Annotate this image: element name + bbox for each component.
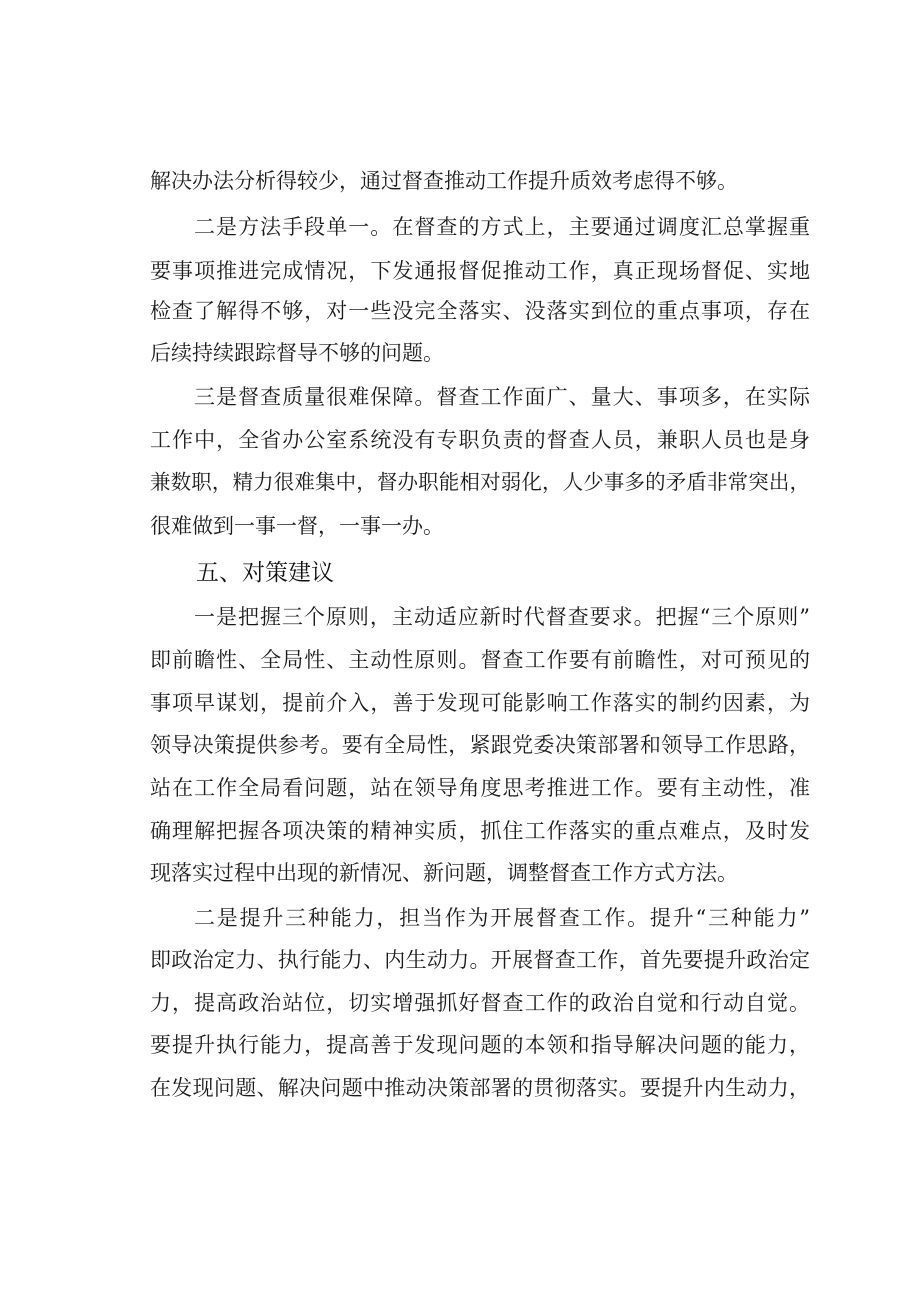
- paragraph-line: 即前瞻性、全局性、主动性原则。督查工作要有前瞻性，对可预见的: [150, 648, 810, 672]
- paragraph-line: 即政治定力、执行能力、内生动力。开展督查工作，首先要提升政治定: [150, 948, 810, 972]
- paragraph-line: 要提升执行能力，提高善于发现问题的本领和指导解决问题的能力，: [150, 1033, 810, 1057]
- paragraph-line: 在发现问题、解决问题中推动决策部署的贯彻落实。要提升内生动力，: [150, 1076, 810, 1100]
- paragraph-line: 很难做到一事一督，一事一办。: [150, 514, 444, 538]
- paragraph-line: 后续持续跟踪督导不够的问题。: [150, 341, 444, 365]
- paragraph-line: 兼数职，精力很难集中，督办职能相对弱化，人少事多的矛盾非常突出，: [150, 470, 810, 494]
- paragraph-line: 站在工作全局看问题，站在领导角度思考推进工作。要有主动性，准: [150, 776, 810, 800]
- paragraph-line: 确理解把握各项决策的精神实质，抓住工作落实的重点难点，及时发: [150, 819, 810, 843]
- section-heading: 五、对策建议: [196, 560, 334, 586]
- paragraph-line: 要事项推进完成情况，下发通报督促推动工作，真正现场督促、实地: [150, 259, 810, 283]
- paragraph-line: 二是方法手段单一。在督查的方式上，主要通过调度汇总掌握重: [194, 215, 810, 239]
- paragraph-line: 二是提升三种能力，担当作为开展督查工作。提升“三种能力”: [194, 906, 810, 930]
- paragraph-line: 事项早谋划，提前介入，善于发现可能影响工作落实的制约因素，为: [150, 691, 810, 715]
- paragraph-line: 工作中，全省办公室系统没有专职负责的督查人员，兼职人员也是身: [150, 428, 810, 452]
- paragraph-line: 一是把握三个原则，主动适应新时代督查要求。把握“三个原则”: [194, 605, 810, 629]
- paragraph-line: 现落实过程中出现的新情况、新问题，调整督查工作方式方法。: [150, 861, 738, 885]
- paragraph-line: 检查了解得不够，对一些没完全落实、没落实到位的重点事项，存在: [150, 299, 810, 323]
- paragraph-line: 三是督查质量很难保障。督查工作面广、量大、事项多，在实际: [194, 385, 810, 409]
- paragraph-line: 力，提高政治站位，切实增强抓好督查工作的政治自觉和行动自觉。: [150, 991, 810, 1015]
- paragraph-line: 领导决策提供参考。要有全局性，紧跟党委决策部署和领导工作思路，: [150, 733, 810, 757]
- paragraph-line: 解决办法分析得较少，通过督查推动工作提升质效考虑得不够。: [150, 169, 738, 193]
